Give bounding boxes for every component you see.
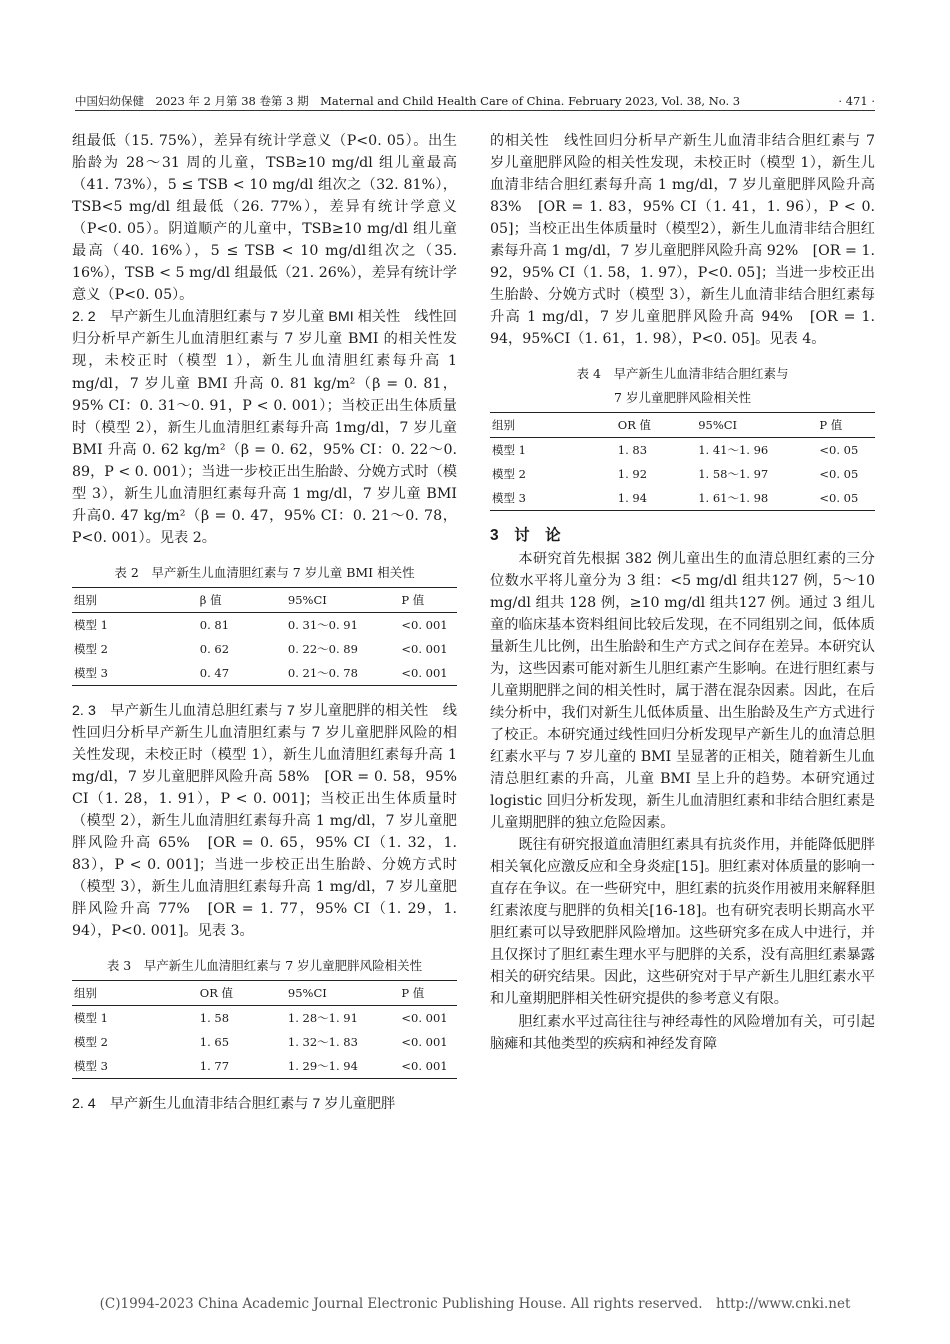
- discussion-paragraph-2: 既往有研究报道血清胆红素具有抗炎作用，并能降低肥胖相关氧化应激反应和全身炎症[15]。胆红素对体质量的影响一直存在争议。在一些研究中，胆红素的抗炎作用被用来解释胆红素浓度与肥胖的负相关[16-18]。也有研究表明长期高水平胆红素可以导致肥胖风险增加。这些研究多在成人中进行，并且仅探讨了胆红素生理水平与肥胖的关系，没有高胆红素暴露相关的研究结果。因此，这些研究对于早产新生儿胆红素水平和儿童期肥胖相关性研究提供的参考意义有限。: [490, 837, 875, 1008]
- table-3-grid: [72, 980, 457, 1079]
- table-cell: 0. 81: [199, 617, 230, 632]
- table-header-cell: OR 值: [199, 986, 234, 1001]
- table-header-cell: 95%CI: [287, 592, 327, 607]
- section-2-4-body: 的相关性 线性回归分析早产新生儿血清非结合胆红素与 7 岁儿童肥胖风险的相关性发现，未校正时（模型 1），新生儿血清非结合胆红素每升高 1 mg/dl，7 岁儿童肥胖风险升高 83% [OR = 1. 83，95% CI（1. 41，1. 96），P < 0. 05]；当校正出生体质量时（模型2），新生儿血清非结合胆红素每升高 1 mg/dl，7 岁儿童肥胖风险升高 92% [OR = 1. 92，95% CI（1. 58，1. 97），P<0. 05]；当进一步校正出生胎龄、分娩方式时（模型 3），新生儿血清非结合胆红素每升高 1 mg/dl，7 岁儿童肥胖风险升高 94% [OR = 1. 94，95%CI（1. 61，1. 98），P<0. 05]。见表 4。: [490, 133, 875, 348]
- table-cell: 1. 32～1. 83: [287, 1035, 358, 1050]
- table-cell: <0. 001: [401, 1011, 448, 1026]
- table-row: [72, 1030, 457, 1054]
- table-cell: 模型 2: [74, 641, 108, 656]
- table-cell: 模型 1: [492, 443, 526, 458]
- table-header-cell: 组别: [74, 986, 97, 1001]
- discussion-heading: 3 讨 论: [490, 527, 561, 545]
- section-2-3-body: 线性回归分析早产新生儿血清胆红素与 7 岁儿童肥胖风险的相关性发现，未校正时（模型 1），新生儿血清胆红素每升高 1 mg/dl，7 岁儿童肥胖风险升高 58% [OR = 0. 58，95% CI（1. 28，1. 91），P < 0. 001]；当校正出生体质量时（模型 2），新生儿血清胆红素每升高 1 mg/dl，7 岁儿童肥胖风险升高 65% [OR = 0. 65，95% CI（1. 32，1. 83），P < 0. 001]；当进一步校正出生胎龄、分娩方式时（模型 3），新生儿血清胆红素每升高 1 mg/dl，7 岁儿童肥胖风险升高 77% [OR = 1. 77，95% CI（1. 29，1. 94），P<0. 001]。见表 3。: [72, 702, 457, 940]
- table-row: [490, 486, 875, 511]
- table-cell: 0. 21～0. 78: [287, 665, 358, 680]
- table-cell: 0. 47: [199, 665, 230, 680]
- table-row: [72, 1006, 457, 1031]
- section-2-3: [72, 700, 457, 943]
- table-2: [72, 563, 457, 686]
- table-cell: <0. 001: [401, 665, 448, 680]
- table-cell: 0. 22～0. 89: [287, 641, 358, 656]
- section-2-2-heading: 2. 2 早产新生儿血清胆红素与 7 岁儿童 BMI 相关性: [72, 309, 401, 326]
- results-paragraph-continued: 组最低（15. 75%），差异有统计学意义（P<0. 05）。出生胎龄为 28～31 周的儿童，TSB≥10 mg/dl 组儿童最高（41. 73%），5 ≤ TSB < 10 mg/dl 组次之（32. 81%），TSB<5 mg/dl 组最低（26. 77%），差异有统计学意义（P<0. 05）。阴道顺产的儿童中，TSB≥10 mg/dl 组儿童最高（40. 16%），5 ≤ TSB < 10 mg/dl组次之（35. 16%），TSB < 5 mg/dl 组最低（21. 26%），差异有统计学意义（P<0. 05）。: [72, 133, 457, 304]
- discussion-paragraph-1: 本研究首先根据 382 例儿童出生的血清总胆红素的三分位数水平将儿童分为 3 组：<5 mg/dl 组共127 例，5～10 mg/dl 组共 128 例，≥10 mg/dl 组共127 例。通过 3 组儿童的临床基本资料组间比较后发现，在不同组别之间，低体质量新生儿比例，出生胎龄和生产方式之间存在差异。本研究认为，这些因素可能对新生儿胆红素产生影响。在进行胆红素与儿童期肥胖之间的相关性时，属于潜在混杂因素。因此，在后续分析中，我们对新生儿低体质量、出生胎龄及生产方式进行了校正。本研究通过线性回归分析发现早产新生儿的血清总胆红素水平与 7 岁儿童的 BMI 呈显著的正相关，随着新生儿血清总胆红素的升高，儿童 BMI 呈上升的趋势。本研究通过 logistic 回归分析发现，新生儿血清胆红素和非结合胆红素是儿童期肥胖的独立危险因素。: [490, 550, 875, 832]
- page-number: · 471 ·: [838, 94, 875, 108]
- section-2-3-heading: 2. 3 早产新生儿血清总胆红素与 7 岁儿童肥胖的相关性: [72, 702, 429, 719]
- table-header-cell: 95%CI: [698, 418, 738, 433]
- table-cell: 1. 92: [617, 467, 648, 482]
- table-header-cell: P 值: [401, 592, 425, 607]
- table-cell: 1. 94: [617, 491, 648, 506]
- table-4: [490, 364, 875, 511]
- table-cell: 模型 3: [74, 665, 108, 680]
- table-row: [490, 462, 875, 486]
- table-4-grid: [490, 412, 875, 511]
- table-header-cell: 组别: [74, 592, 97, 607]
- table-cell: <0. 001: [401, 617, 448, 632]
- table-cell: 1. 28～1. 91: [287, 1011, 358, 1026]
- table-cell: 模型 3: [74, 1059, 108, 1074]
- table-cell: <0. 001: [401, 1059, 448, 1074]
- table-3-caption: 表 3 早产新生儿血清胆红素与 7 岁儿童肥胖风险相关性: [106, 958, 423, 974]
- table-cell: 1. 58: [199, 1011, 230, 1026]
- table-cell: 0. 31～0. 91: [287, 617, 358, 632]
- table-row: [72, 637, 457, 661]
- table-cell: 模型 3: [492, 491, 526, 506]
- table-header-row: [72, 587, 457, 612]
- table-cell: <0. 001: [401, 1035, 448, 1050]
- table-3: [72, 956, 457, 1079]
- table-row: [72, 661, 457, 686]
- table-cell: 模型 2: [492, 467, 526, 482]
- table-cell: 1. 77: [199, 1059, 230, 1074]
- table-cell: <0. 05: [819, 491, 859, 506]
- left-column: [72, 130, 457, 1115]
- table-header-cell: 组别: [492, 418, 515, 433]
- section-2-2: [72, 306, 457, 549]
- table-header-cell: P 值: [401, 986, 425, 1001]
- table-row: [72, 612, 457, 637]
- table-row: [490, 438, 875, 463]
- table-cell: 0. 62: [199, 641, 230, 656]
- section-2-2-body: 线性回归分析早产新生儿血清胆红素与 7 岁儿童 BMI 的相关性发现，未校正时（模型 1），新生儿血清胆红素每升高 1 mg/dl，7 岁儿童 BMI 升高 0. 81 kg/m²（β = 0. 81，95% CI：0. 31～0. 91，P < 0. 001）；当校正出生体质量时（模型 2），新生儿血清胆红素每升高 1mg/dl，7 岁儿童 BMI 升高 0. 62 kg/m²（β = 0. 62，95% CI：0. 22～0. 89，P < 0. 001）；当进一步校正出生胎龄、分娩方式时（模型 3），新生儿血清胆红素每升高 1 mg/dl，7 岁儿童 BMI 升高0. 47 kg/m²（β = 0. 47，95% CI：0. 21～0. 78，P<0. 001）。见表 2。: [72, 309, 457, 546]
- table-2-grid: [72, 587, 457, 686]
- table-cell: 1. 29～1. 94: [287, 1059, 358, 1074]
- table-4-caption-line1: 表 4 早产新生儿血清非结合胆红素与: [576, 366, 789, 382]
- table-2-caption: 表 2 早产新生儿血清胆红素与 7 岁儿童 BMI 相关性: [114, 564, 415, 580]
- table-header-row: [72, 981, 457, 1006]
- table-cell: 1. 41～1. 96: [698, 443, 769, 458]
- table-cell: <0. 05: [819, 467, 859, 482]
- table-header-row: [490, 413, 875, 438]
- table-header-cell: 95%CI: [287, 986, 327, 1001]
- copyright-footer: (C)1994-2023 China Academic Journal Electronic Publishing House. All rights reserved. http://www.cnki.net: [99, 1296, 851, 1312]
- table-cell: 1. 83: [617, 443, 648, 458]
- header-rule: [75, 110, 875, 111]
- section-2-4-heading: 2. 4 早产新生儿血清非结合胆红素与 7 岁儿童肥胖: [72, 1096, 396, 1113]
- table-cell: 1. 58～1. 97: [698, 467, 769, 482]
- discussion-paragraph-3: 胆红素水平过高往往与神经毒性的风险增加有关，可引起脑瘫和其他类型的疾病和神经发育障: [490, 1013, 875, 1052]
- right-column: [490, 130, 875, 1055]
- table-cell: 1. 61～1. 98: [698, 491, 769, 506]
- table-row: [72, 1054, 457, 1079]
- table-4-caption-line2: 7 岁儿童肥胖风险相关性: [614, 390, 751, 406]
- table-cell: 模型 1: [74, 1011, 108, 1026]
- table-header-cell: OR 值: [617, 418, 652, 433]
- journal-citation: 中国妇幼保健 2023 年 2 月第 38 卷第 3 期 Maternal and Child Health Care of China. February 2023, Vol. 38, No. 3: [75, 94, 741, 108]
- running-header: [75, 92, 875, 110]
- table-cell: <0. 001: [401, 641, 448, 656]
- table-header-cell: β 值: [199, 592, 222, 607]
- table-cell: 1. 65: [199, 1035, 230, 1050]
- table-cell: 模型 1: [74, 617, 108, 632]
- table-cell: 模型 2: [74, 1035, 108, 1050]
- table-header-cell: P 值: [819, 418, 843, 433]
- table-cell: <0. 05: [819, 443, 859, 458]
